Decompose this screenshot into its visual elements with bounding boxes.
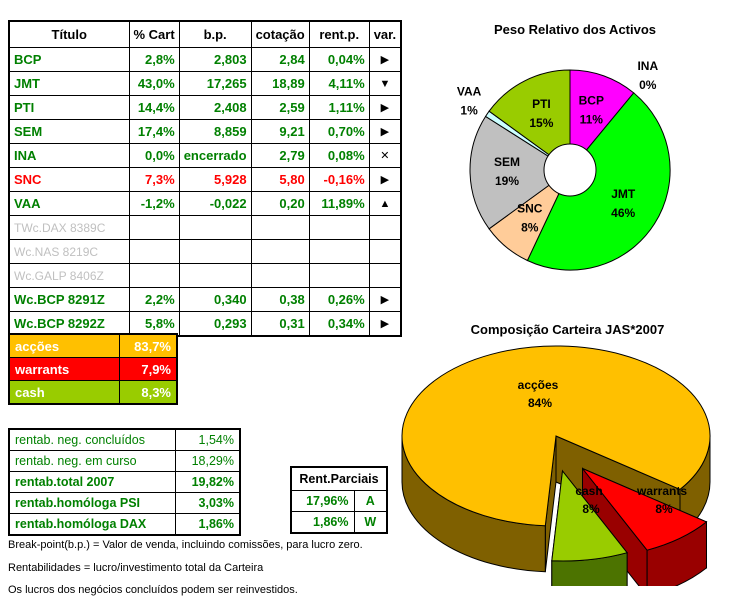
cell-var-empty[interactable] <box>369 240 401 264</box>
partial-returns-header-row <box>291 467 387 491</box>
pie-chart-title-peso-relativo: Peso Relativo dos Activos <box>493 22 657 37</box>
cell-pct-cart[interactable]: 2,8% <box>129 48 179 72</box>
allocation-row <box>9 358 177 381</box>
cell-bp[interactable]: 2,803 <box>179 48 251 72</box>
donut-hole <box>544 144 596 196</box>
portfolio-row <box>9 288 401 312</box>
cell-bp[interactable] <box>179 264 251 288</box>
pie1-label-name-SNC: SNC <box>517 201 543 216</box>
cell-cotacao[interactable]: 0,20 <box>251 192 309 216</box>
pie2-label-name-cash: cash <box>575 484 603 498</box>
column-header-5[interactable]: var. <box>369 21 401 48</box>
allocation-label[interactable]: cash <box>9 381 119 405</box>
portfolio-table-body <box>9 48 401 337</box>
x-triangle-icon[interactable]: ✕ <box>369 144 401 168</box>
cell-var-empty[interactable] <box>369 264 401 288</box>
right-triangle-icon[interactable]: ▶ <box>369 48 401 72</box>
cell-titulo[interactable]: JMT <box>9 72 129 96</box>
cell-titulo[interactable]: SNC <box>9 168 129 192</box>
returns-row <box>9 493 240 514</box>
portfolio-row <box>9 216 401 240</box>
cell-bp[interactable] <box>179 240 251 264</box>
right-triangle-icon[interactable]: ▶ <box>369 96 401 120</box>
cell-titulo[interactable]: Wc.BCP 8292Z <box>9 312 129 337</box>
portfolio-table-container <box>8 20 402 337</box>
partial-returns-tag[interactable]: A <box>354 491 387 512</box>
partial-returns-row <box>291 512 387 534</box>
cell-cotacao[interactable] <box>251 240 309 264</box>
pie1-label-name-JMT: JMT <box>611 186 636 201</box>
cell-rentp[interactable]: 0,04% <box>309 48 369 72</box>
cell-titulo[interactable]: TWc.DAX 8389C <box>9 216 129 240</box>
pie1-label-name-PTI: PTI <box>532 96 551 111</box>
allocation-table-container <box>8 333 178 405</box>
column-header-2[interactable]: b.p. <box>179 21 251 48</box>
pie2-label-value-cash: 8% <box>582 502 600 516</box>
allocation-row <box>9 381 177 405</box>
cell-rentp[interactable]: 4,11% <box>309 72 369 96</box>
cell-titulo[interactable]: BCP <box>9 48 129 72</box>
pie1-label-value-PTI: 15% <box>529 115 554 130</box>
cell-bp[interactable] <box>179 216 251 240</box>
cell-cotacao[interactable] <box>251 216 309 240</box>
pie1-label-value-SEM: 19% <box>494 174 520 188</box>
portfolio-table <box>8 20 402 337</box>
cell-bp[interactable]: 0,340 <box>179 288 251 312</box>
right-triangle-icon[interactable]: ▶ <box>369 120 401 144</box>
cell-pct-cart[interactable]: 5,8% <box>129 312 179 337</box>
pie1-label-value-INA: 0% <box>639 78 657 92</box>
returns-table-container <box>8 428 241 536</box>
cell-rentp[interactable] <box>309 216 369 240</box>
cell-rentp[interactable]: 11,89% <box>309 192 369 216</box>
right-triangle-icon[interactable]: ▶ <box>369 312 401 337</box>
cell-pct-cart[interactable]: 17,4% <box>129 120 179 144</box>
cell-titulo[interactable]: SEM <box>9 120 129 144</box>
returns-table <box>8 428 241 536</box>
cell-pct-cart[interactable]: 7,3% <box>129 168 179 192</box>
cell-cotacao[interactable]: 2,79 <box>251 144 309 168</box>
column-header-1[interactable]: % Cart <box>129 21 179 48</box>
cell-cotacao[interactable]: 18,89 <box>251 72 309 96</box>
partial-returns-title[interactable]: Rent.Parciais <box>291 467 387 491</box>
allocation-row <box>9 334 177 358</box>
returns-row <box>9 451 240 472</box>
partial-returns-tag[interactable]: W <box>354 512 387 534</box>
cell-cotacao[interactable] <box>251 264 309 288</box>
partial-returns-value[interactable]: 17,96% <box>291 491 354 512</box>
returns-label[interactable]: rentab.homóloga PSI <box>9 493 175 514</box>
cell-titulo[interactable]: VAA <box>9 192 129 216</box>
returns-value[interactable]: 3,03% <box>175 493 240 514</box>
portfolio-row <box>9 72 401 96</box>
partial-returns-value[interactable]: 1,86% <box>291 512 354 534</box>
cell-bp[interactable]: 0,293 <box>179 312 251 337</box>
returns-value[interactable]: 1,86% <box>175 514 240 536</box>
pie2-label-name-acções: acções <box>517 378 559 392</box>
returns-value[interactable]: 18,29% <box>175 451 240 472</box>
cell-cotacao[interactable]: 9,21 <box>251 120 309 144</box>
column-header-4[interactable]: rent.p. <box>309 21 369 48</box>
pie2-label-value-warrants: 8% <box>655 502 673 516</box>
portfolio-row <box>9 264 401 288</box>
pie2-label-value-acções: 84% <box>527 396 553 410</box>
portfolio-row <box>9 144 401 168</box>
cell-bp[interactable]: encerrado <box>179 144 251 168</box>
portfolio-header-row <box>9 21 401 48</box>
cell-rentp[interactable] <box>309 264 369 288</box>
cell-titulo[interactable]: Wc.BCP 8291Z <box>9 288 129 312</box>
cell-titulo[interactable]: PTI <box>9 96 129 120</box>
returns-row <box>9 472 240 493</box>
allocation-value[interactable]: 8,3% <box>119 381 177 405</box>
cell-rentp[interactable]: 0,26% <box>309 288 369 312</box>
allocation-value[interactable]: 7,9% <box>119 358 177 381</box>
cell-bp[interactable]: -0,022 <box>179 192 251 216</box>
cell-pct-cart[interactable]: 2,2% <box>129 288 179 312</box>
pie-chart-composicao-carteira[interactable] <box>392 338 737 586</box>
pie1-label-name-INA: INA <box>637 59 659 73</box>
cell-bp[interactable]: 17,265 <box>179 72 251 96</box>
cell-cotacao[interactable]: 0,31 <box>251 312 309 337</box>
cell-pct-cart[interactable]: 43,0% <box>129 72 179 96</box>
column-header-0[interactable]: Título <box>9 21 129 48</box>
cell-cotacao[interactable]: 0,38 <box>251 288 309 312</box>
portfolio-row <box>9 240 401 264</box>
column-header-3[interactable]: cotação <box>251 21 309 48</box>
cell-rentp[interactable]: 1,11% <box>309 96 369 120</box>
cell-bp[interactable]: 8,859 <box>179 120 251 144</box>
portfolio-table-head <box>9 21 401 48</box>
allocation-label[interactable]: acções <box>9 334 119 358</box>
portfolio-row <box>9 120 401 144</box>
cell-var-empty[interactable] <box>369 216 401 240</box>
pie1-label-value-VAA: 1% <box>460 103 478 118</box>
cell-rentp[interactable]: 0,70% <box>309 120 369 144</box>
pie1-label-value-SNC: 8% <box>521 220 539 235</box>
allocation-label[interactable]: warrants <box>9 358 119 381</box>
cell-rentp[interactable]: 0,34% <box>309 312 369 337</box>
pie1-label-name-SEM: SEM <box>493 155 521 169</box>
cell-pct-cart[interactable]: 0,0% <box>129 144 179 168</box>
footnote-rentabilidades: Rentabilidades = lucro/investimento total da Carteira <box>8 562 264 574</box>
footnote-breakpoint: Break-point(b.p.) = Valor de venda, incluindo comissões, para lucro zero. <box>8 539 363 551</box>
returns-label[interactable]: rentab. neg. em curso <box>9 451 175 472</box>
allocation-table <box>8 333 178 405</box>
returns-label[interactable]: rentab. neg. concluídos <box>9 429 175 451</box>
cell-cotacao[interactable]: 2,84 <box>251 48 309 72</box>
cell-bp[interactable]: 5,928 <box>179 168 251 192</box>
cell-rentp[interactable]: -0,16% <box>309 168 369 192</box>
pie1-label-name-VAA: VAA <box>456 84 482 99</box>
pie-chart-peso-relativo[interactable] <box>408 50 737 295</box>
returns-row <box>9 514 240 536</box>
returns-label[interactable]: rentab.homóloga DAX <box>9 514 175 536</box>
returns-label[interactable]: rentab.total 2007 <box>9 472 175 493</box>
returns-row <box>9 429 240 451</box>
pie-chart-title-composicao: Composição Carteira JAS*2007 <box>470 322 665 337</box>
cell-cotacao[interactable]: 2,59 <box>251 96 309 120</box>
cell-bp[interactable]: 2,408 <box>179 96 251 120</box>
cell-cotacao[interactable]: 5,80 <box>251 168 309 192</box>
partial-returns-row <box>291 491 387 512</box>
pie1-label-value-BCP: 11% <box>579 112 603 127</box>
down-triangle-icon[interactable]: ▼ <box>369 72 401 96</box>
cell-pct-cart[interactable]: -1,2% <box>129 192 179 216</box>
up-triangle-icon[interactable]: ▲ <box>369 192 401 216</box>
cell-pct-cart[interactable] <box>129 264 179 288</box>
cell-rentp[interactable]: 0,08% <box>309 144 369 168</box>
cell-titulo[interactable]: Wc.GALP 8406Z <box>9 264 129 288</box>
cell-titulo[interactable]: Wc.NAS 8219C <box>9 240 129 264</box>
footnote-lucros: Os lucros dos negócios concluídos podem ser reinvestidos. <box>8 584 298 596</box>
returns-value[interactable]: 19,82% <box>175 472 240 493</box>
portfolio-row <box>9 96 401 120</box>
right-triangle-icon[interactable]: ▶ <box>369 168 401 192</box>
pie1-label-name-BCP: BCP <box>578 93 604 108</box>
portfolio-row <box>9 192 401 216</box>
cell-pct-cart[interactable] <box>129 216 179 240</box>
right-triangle-icon[interactable]: ▶ <box>369 288 401 312</box>
cell-titulo[interactable]: INA <box>9 144 129 168</box>
allocation-value[interactable]: 83,7% <box>119 334 177 358</box>
cell-pct-cart[interactable] <box>129 240 179 264</box>
pie2-label-name-warrants: warrants <box>636 484 688 498</box>
pie1-label-value-JMT: 46% <box>611 205 636 220</box>
portfolio-row <box>9 168 401 192</box>
portfolio-row <box>9 48 401 72</box>
partial-returns-table <box>290 466 388 534</box>
partial-returns-table-container <box>290 466 388 534</box>
cell-pct-cart[interactable]: 14,4% <box>129 96 179 120</box>
cell-rentp[interactable] <box>309 240 369 264</box>
returns-value[interactable]: 1,54% <box>175 429 240 451</box>
